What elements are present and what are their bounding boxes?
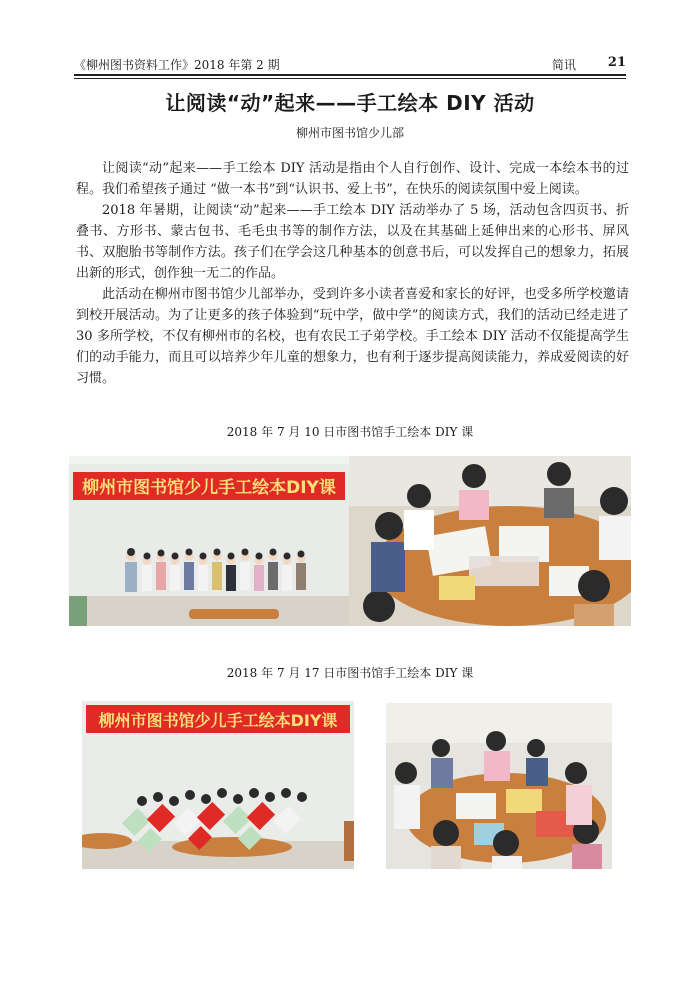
workshop-photo-0717 bbox=[386, 703, 612, 869]
paragraph: 2018 年暑期，让阅读“动”起来——手工绘本 DIY 活动举办了 5 场，活动包含四页书、折叠书、方形书、蒙古包书、毛毛虫书等的制作方法，以及在其基础上延伸出来的心形书、屏风书、双胞胎书等制作方法。孩子们在学会这几种基本的创意书后，可以发挥自己的想象力，拓展出新的形式，创作独一无二的作品。 bbox=[76, 203, 629, 281]
photo-caption-1: 2018 年 7 月 10 日市图书馆手工绘本 DIY 课 bbox=[226, 425, 474, 439]
group-photo-0717 bbox=[82, 701, 354, 869]
header-rule-thick bbox=[74, 74, 626, 76]
paragraph: 此活动在柳州市图书馆少儿部举办，受到许多小读者喜爱和家长的好评，也受多所学校邀请到校开展活动。为了让更多的孩子体验到“玩中学，做中学”的阅读方式，我们的活动已经走进了 30 多所学校，不仅有柳州市的名校，也有农民工子弟学校。手工绘本 DIY 活动不仅能提高学生们的动手能力，而且可以培养少年儿童的想象力，也有利于逐步提高阅读能力，养成爱阅读的好习惯。 bbox=[76, 287, 629, 386]
banner-text: 柳州市图书馆少儿手工绘本DIY课 bbox=[82, 478, 336, 498]
page-number: 21 bbox=[607, 55, 626, 70]
photo-caption-2: 2018 年 7 月 17 日市图书馆手工绘本 DIY 课 bbox=[226, 666, 474, 680]
section-name: 简讯 bbox=[552, 58, 577, 72]
running-header bbox=[74, 56, 626, 76]
workshop-photo-0710 bbox=[349, 456, 631, 626]
journal-name: 《柳州图书资料工作》2018 年第 2 期 bbox=[74, 58, 280, 72]
article-body bbox=[76, 158, 629, 389]
banner-text: 柳州市图书馆少儿手工绘本DIY课 bbox=[98, 711, 338, 730]
article-author: 柳州市图书馆少儿部 bbox=[295, 126, 404, 140]
article-title: 让阅读“动”起来——手工绘本 DIY 活动 bbox=[165, 91, 535, 115]
paragraph: 让阅读“动”起来——手工绘本 DIY 活动是指由个人自行创作、设计、完成一本绘本书的过程。我们希望孩子通过 “做一本书”到“认识书、爱上书”，在快乐的阅读氛围中爱上阅读。 bbox=[76, 161, 629, 197]
header-rule-thin bbox=[74, 78, 626, 79]
group-photo-0710 bbox=[69, 456, 349, 626]
